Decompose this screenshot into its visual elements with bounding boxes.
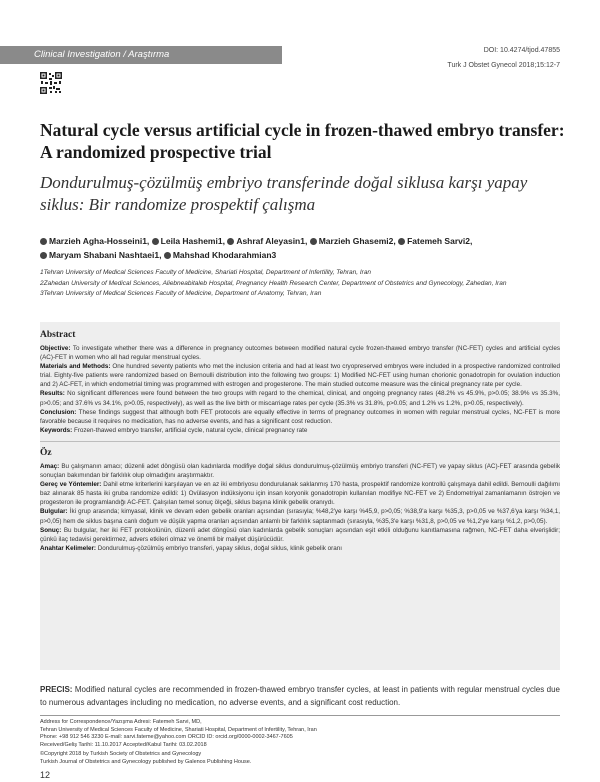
text: Frozen-thawed embryo transfer, artificial cycle, natural cycle, clinical pregnancy rate (73, 426, 308, 434)
abstract-conclusion (40, 408, 560, 426)
author[interactable] (152, 236, 225, 246)
abstract-objective (40, 344, 560, 362)
orcid-icon[interactable] (398, 238, 405, 245)
orcid-icon[interactable] (164, 252, 171, 259)
author-name: Mahshad Khodarahmian3 (172, 250, 277, 260)
label: Results: (40, 390, 65, 398)
abstract-heading: Abstract (40, 330, 76, 340)
affiliations (40, 268, 570, 300)
paper-title: Natural cycle versus artificial cycle in frozen-thawed embryo transfer: A randomized prospective trial (40, 120, 565, 162)
label: Sonuç: (40, 526, 62, 534)
label: Anahtar Kelimeler: (40, 544, 96, 552)
author[interactable] (40, 236, 149, 246)
text: One hundred seventy patients who met the inclusion criteria and had at least two cryopreserved embryos were included in a prospective randomized controlled trial. Eighty-five patients were randomized based on Bernoulli distribution into the following two groups: 1) Modified NC-FET using human chorionic gonadotropin for ovulation induction and 2) AC-FET, in which endometrial timing was programmed with estrogen and progesterone. The main studied outcome measure was the clinical pregnancy rate per cycle. (40, 363, 561, 389)
journal-citation: Turk J Obstet Gynecol 2018;15:12-7 (447, 62, 560, 69)
label: Objective: (40, 345, 71, 352)
text: No significant differences were found between the two groups with regard to the chemical, clinical, and ongoing pregnancy rates (48.2% vs 45.9%, p>0.05; 38.9% vs 35.3%, p>0.05; and 37.6% vs 34.1%, p>0.05, respectively), as well as the live birth or miscarriage rates per cycle (35.3% vs 31.8%, p>0.05; and 1.2% vs 1.2%, p>0.05, respectively). (40, 390, 560, 407)
paper-subtitle: Dondurulmuş-çözülmüş embriyo transferinde doğal siklusa karşı yapay siklus: Bir randomize prospektif çalışma (40, 173, 528, 214)
copyright-line: ©Copyright 2018 by Turkish Society of Obstetrics and Gynecology (40, 751, 202, 757)
text: These findings suggest that although both FET protocols are equally effective in terms of pregnancy outcomes in women with regular menstrual cycles, NC-FET is more favorable because it requires no medication, has no adverse events, and has a significant cost reduction. (40, 408, 560, 425)
oz-sonuc (40, 526, 560, 544)
author[interactable] (227, 236, 307, 246)
copyright-line: Turkish Journal of Obstetrics and Gynecology published by Galenos Publishing House. (40, 758, 252, 765)
precis (40, 683, 560, 709)
label: Amaç: (40, 462, 60, 470)
orcid-icon[interactable] (310, 238, 317, 245)
affiliation: 2Zahedan University of Medical Sciences, Aliebneabitaleb Hospital, Pregnancy Health Research Center, Department of Obstetrics and Gynecology, Zahedan, Iran (40, 279, 507, 287)
author[interactable] (164, 250, 276, 260)
text: İki grup arasında; kimyasal, klinik ve devam eden gebelik oranları açısından (sırasıyla; %48,2'ye karşı %45,9, p>0,05; %38,9'a karşı %35,3, p>0,05 ve %37,6'ya karşı %34,1, p>0,05) hem de siklus başına canlı doğum ve düşük yapma oranları açısından anlamlı bir farklılık saptanmadı (sırasıyla, %35,3'e karşı %31,8, p>0,05 ve %1,2'ye karşı %1,2, p>0,05). (40, 508, 560, 525)
label: Bulgular: (40, 508, 68, 516)
label: Gereç ve Yöntemler: (40, 481, 102, 489)
author[interactable] (40, 250, 161, 260)
category-banner: Clinical Investigation / Araştırma (0, 46, 282, 64)
correspondence-line: Received/Geliş Tarihi: 11.10.2017 Accepted/Kabul Tarihi: 03.02.2018 (40, 741, 207, 748)
text: Dondurulmuş-çözülmüş embriyo transferi, yapay siklus, doğal siklus, klinik gebelik oranı (97, 544, 343, 552)
oz-amac (40, 462, 560, 480)
label: Materials and Methods: (40, 363, 111, 371)
divider (40, 441, 560, 442)
abstract-box (40, 322, 560, 670)
orcid-icon[interactable] (40, 238, 47, 245)
author[interactable] (310, 236, 396, 246)
abstract-methods (40, 362, 560, 389)
oz-bulgular (40, 507, 560, 525)
correspondence-line: Address for Correspondence/Yazışma Adresi: Fatemeh Sarvi, MD, (40, 719, 202, 725)
orcid-icon[interactable] (152, 238, 159, 245)
label: Keywords: (40, 426, 73, 434)
oz-gerec (40, 480, 560, 507)
copyright-block (40, 751, 560, 766)
author-name: Marzieh Agha-Hosseini1, (49, 236, 150, 246)
author-name: Fatemeh Sarvi2, (407, 236, 473, 246)
precis-text: Modified natural cycles are recommended in frozen-thawed embryo transfer cycles, at least in patients with regular menstrual cycles due to numerous advantages including no medication, no adverse events, and a significant cost reduction. (40, 685, 560, 707)
author-name: Maryam Shabani Nashtaei1, (49, 250, 162, 260)
doi-text[interactable]: DOI: 10.4274/tjod.47855 (483, 47, 560, 54)
correspondence-block (40, 715, 560, 749)
affiliation: 3Tehran University of Medical Sciences Faculty of Medicine, Department of Anatomy, Tehran, Iran (40, 290, 322, 297)
author-name: Ashraf Aleyasin1, (236, 236, 308, 246)
author-name: Marzieh Ghasemi2, (318, 236, 396, 246)
oz-heading: Öz (40, 447, 52, 458)
orcid-icon[interactable] (227, 238, 234, 245)
precis-label: PRECIS: (40, 685, 73, 694)
author-list (40, 234, 570, 262)
label: Conclusion: (40, 408, 77, 416)
author[interactable] (398, 236, 472, 246)
abstract-results (40, 389, 560, 407)
correspondence-line: Phone: +98 912 546 3230 E-mail: sarvi.fateme@yahoo.com ORCID ID: orcid.org/0000-0002-3467-7605 (40, 734, 293, 740)
qr-code-icon (40, 72, 62, 94)
text: Bu çalışmanın amacı; düzenli adet döngüsü olan kadınlarda modifiye doğal siklus dondurulmuş-çözülmüş embriyo transferi (NC-FET) ve yapay siklus (AC)-FET arasında gebelik sonuçları bakımından bir farklılık olup olmadığını araştırmaktır. (40, 462, 561, 480)
author-name: Leila Hashemi1, (160, 236, 225, 246)
text: Dahil etme kriterlerini karşılayan ve en az iki embriyosu dondurulanak saklanmış 170 hasta, prospektif randomize kontrollü çalışmaya dahil edildi. Bernoulli dağılımı baz alınarak 85 hasta iki gruba randomize edildi: 1) Ovülasyon indüksiyonu için insan koryonik gonadotropin kullanılan modifiye NC-FET ve 2) Endometriyal zamanlamanın östrojen ve progesteron ile programlandığı AC-FET. Çalışılan temel sonuç ölçeği, siklus başına klinik gebelik oranıydı. (40, 481, 561, 507)
affiliation: 1Tehran University of Medical Sciences Faculty of Medicine, Shariati Hospital, Department of Infertility, Tehran, Iran (40, 269, 372, 276)
text: Bu bulgular, her iki FET protokolünün, düzenli adet döngüsü olan kadınlarda gebelik sonuçları açısından eşit etkili olduğunu kanıtlamasına rağmen, NC-FET daha elverişlidir; çünkü ilaç tedavisi gerektirmez, advers etkileri olmaz ve önemli bir maliyet düşürücüdür. (40, 526, 561, 543)
orcid-icon[interactable] (40, 252, 47, 259)
oz-anahtar (40, 544, 560, 553)
abstract-keywords (40, 426, 560, 435)
correspondence-line: Tehran University of Medical Sciences Faculty of Medicine, Shariati Hospital, Department of Infertility, Tehran, Iran (40, 726, 317, 733)
text: To investigate whether there was a difference in pregnancy outcomes between modified natural cycle frozen-thawed embryo transfer (NC-FET) cycles and artificial cycles (AC)-FET in women who all had regular menstrual cycles. (40, 345, 560, 362)
page-number: 12 (40, 770, 51, 780)
